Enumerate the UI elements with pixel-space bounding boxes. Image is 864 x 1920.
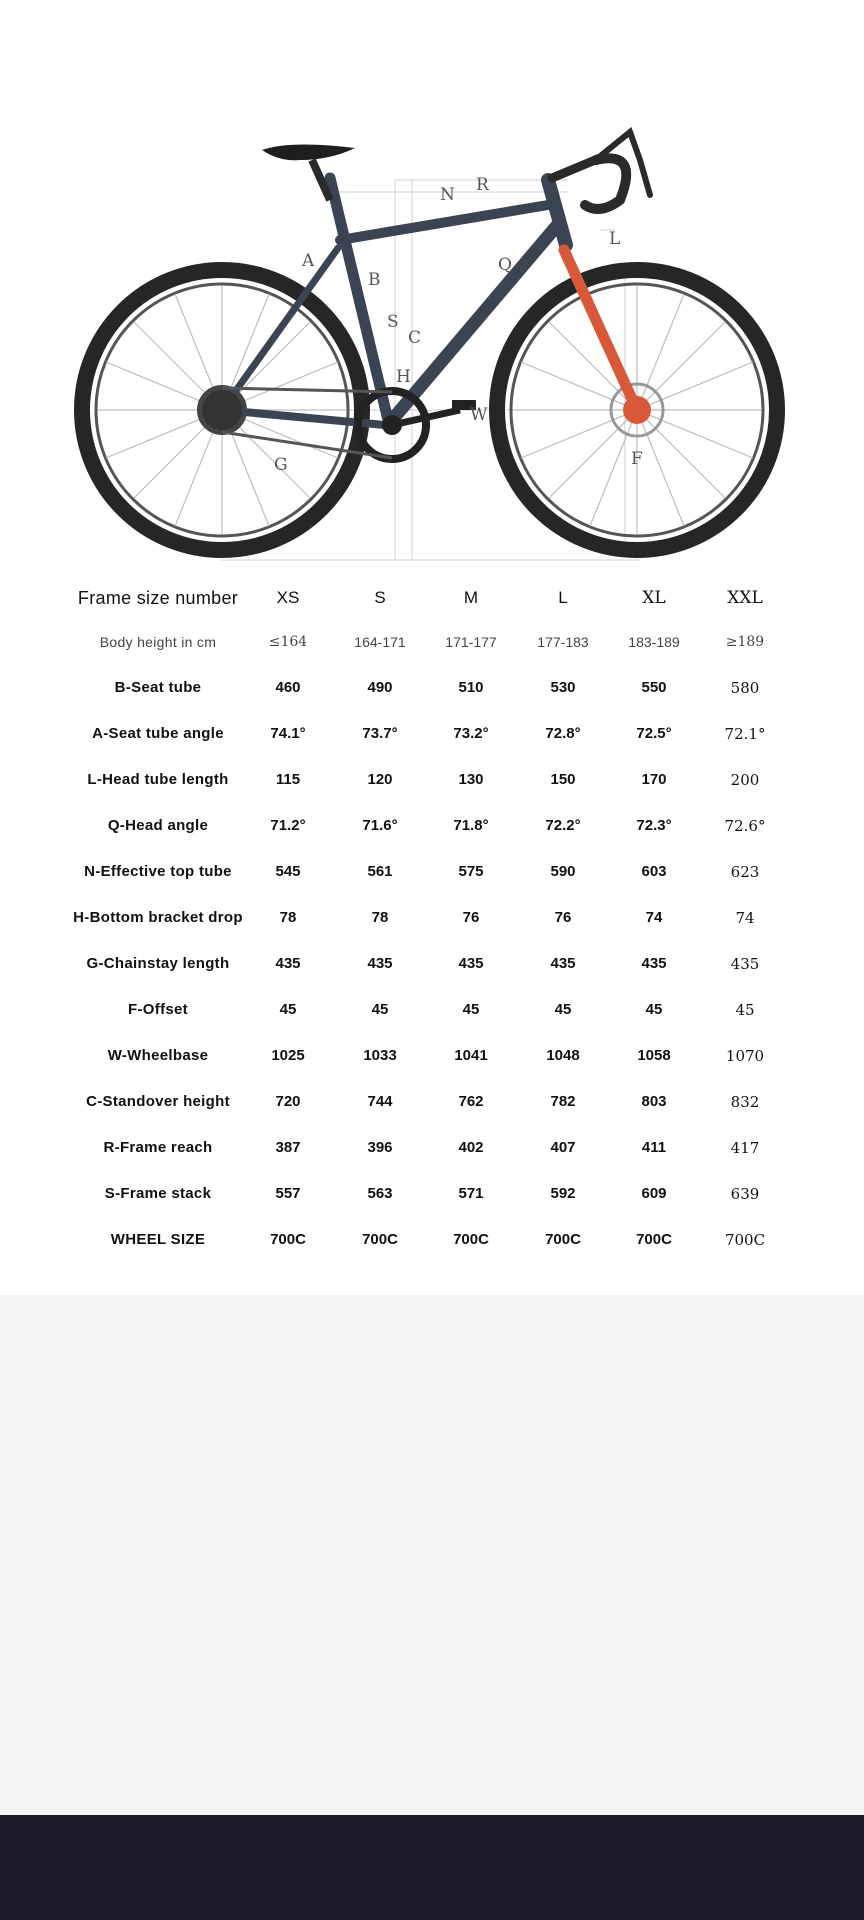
- row-value: 762: [458, 1093, 484, 1110]
- row-value: 490: [367, 679, 393, 696]
- row-value: ≥189: [725, 634, 765, 650]
- footer-bar: [0, 1815, 864, 1920]
- row-label: Q-Head angle: [107, 817, 209, 834]
- row-label: N-Effective top tube: [84, 863, 232, 880]
- marker-c: C: [408, 328, 422, 348]
- table-row: [0, 1036, 864, 1076]
- row-value: 545: [275, 863, 301, 880]
- row-value: 73.7°: [362, 725, 398, 742]
- row-value: 557: [275, 1185, 301, 1202]
- row-value: 580: [730, 679, 760, 697]
- row-value: 177-183: [537, 634, 589, 650]
- row-value: 71.6°: [362, 817, 398, 834]
- row-value: 45: [554, 1001, 572, 1018]
- row-value: 435: [458, 955, 484, 972]
- saddle: [262, 144, 355, 160]
- row-value: 700C: [636, 1231, 672, 1248]
- row-value: 603: [641, 863, 667, 880]
- marker-f: F: [631, 449, 643, 469]
- table-row: [0, 1082, 864, 1122]
- row-value: 623: [730, 863, 760, 881]
- row-value: 803: [641, 1093, 667, 1110]
- row-value: 45: [645, 1001, 663, 1018]
- size-xs: XS: [276, 588, 300, 607]
- row-value: 700C: [362, 1231, 398, 1248]
- row-label: A-Seat tube angle: [92, 725, 224, 742]
- row-value: 71.8°: [453, 817, 489, 834]
- table-row: [0, 760, 864, 800]
- row-label: B-Seat tube: [114, 679, 202, 696]
- row-value: 435: [730, 955, 760, 973]
- row-value: 74: [735, 909, 755, 927]
- row-value: 1048: [546, 1047, 580, 1064]
- row-value: 1041: [454, 1047, 488, 1064]
- header-row: [0, 578, 864, 618]
- row-value: 76: [554, 909, 572, 926]
- row-value: 72.8°: [545, 725, 581, 742]
- row-value: 171-177: [445, 634, 497, 650]
- row-value: 435: [641, 955, 667, 972]
- row-value: 71.2°: [270, 817, 306, 834]
- marker-r: R: [476, 175, 489, 195]
- table-row: [0, 990, 864, 1030]
- size-xxl: XXL: [727, 588, 763, 608]
- row-value: 1070: [725, 1047, 765, 1065]
- row-label: H-Bottom bracket drop: [73, 909, 243, 926]
- row-value: 45: [371, 1001, 389, 1018]
- row-label: R-Frame reach: [103, 1139, 213, 1156]
- row-label: WHEEL SIZE: [110, 1231, 206, 1248]
- table-row: [0, 1174, 864, 1214]
- row-value: 76: [462, 909, 480, 926]
- row-value: 115: [275, 771, 301, 788]
- row-label: G-Chainstay length: [86, 955, 230, 972]
- row-label: S-Frame stack: [104, 1185, 212, 1202]
- row-value: 550: [641, 679, 667, 696]
- row-value: 130: [458, 771, 484, 788]
- row-value: 460: [275, 679, 301, 696]
- marker-n: N: [440, 185, 455, 205]
- marker-h: H: [396, 367, 411, 387]
- size-l: L: [558, 588, 568, 607]
- table-row: [0, 622, 864, 662]
- marker-q: Q: [498, 255, 512, 275]
- marker-b: B: [368, 270, 381, 290]
- row-value: 700C: [270, 1231, 306, 1248]
- row-value: 1058: [637, 1047, 671, 1064]
- row-value: 164-171: [354, 634, 406, 650]
- marker-w: W: [470, 405, 488, 425]
- row-value: 45: [462, 1001, 480, 1018]
- row-value: 1025: [271, 1047, 305, 1064]
- table-row: [0, 806, 864, 846]
- handlebar: [552, 132, 650, 209]
- table-row: [0, 668, 864, 708]
- row-value: 120: [367, 771, 393, 788]
- row-value: 73.2°: [453, 725, 489, 742]
- table-row: [0, 1220, 864, 1260]
- row-value: 832: [730, 1093, 760, 1111]
- row-value: 45: [279, 1001, 297, 1018]
- row-value: 744: [367, 1093, 393, 1110]
- row-value: 72.3°: [636, 817, 672, 834]
- row-label: C-Standover height: [86, 1093, 230, 1110]
- row-value: 782: [550, 1093, 576, 1110]
- row-value: 590: [550, 863, 576, 880]
- row-value: 1033: [363, 1047, 397, 1064]
- row-value: 563: [367, 1185, 393, 1202]
- row-value: 435: [550, 955, 576, 972]
- row-value: 72.6°: [724, 817, 766, 835]
- size-xl: XL: [642, 588, 666, 608]
- row-value: ≤164: [268, 634, 308, 650]
- row-value: 396: [367, 1139, 393, 1156]
- row-value: 575: [458, 863, 484, 880]
- row-value: 435: [367, 955, 393, 972]
- table-row: [0, 944, 864, 984]
- row-value: 200: [730, 771, 760, 789]
- row-value: 530: [550, 679, 576, 696]
- size-s: S: [374, 588, 386, 607]
- row-value: 700C: [545, 1231, 581, 1248]
- row-value: 417: [730, 1139, 760, 1157]
- marker-g: G: [274, 455, 288, 475]
- row-value: 387: [275, 1139, 301, 1156]
- row-value: 72.5°: [636, 725, 672, 742]
- bike-geometry-diagram: [0, 0, 864, 570]
- table-row: [0, 714, 864, 754]
- header-label: Frame size number: [77, 588, 239, 608]
- row-value: 402: [458, 1139, 484, 1156]
- row-value: 74: [645, 909, 663, 926]
- row-value: 183-189: [628, 634, 680, 650]
- table-row: [0, 898, 864, 938]
- row-value: 510: [458, 679, 484, 696]
- row-value: 700C: [724, 1231, 766, 1249]
- row-value: 571: [458, 1185, 484, 1202]
- row-value: 72.1°: [724, 725, 766, 743]
- row-value: 435: [275, 955, 301, 972]
- row-value: 72.2°: [545, 817, 581, 834]
- row-value: 561: [367, 863, 393, 880]
- row-value: 411: [641, 1139, 667, 1156]
- row-value: 170: [641, 771, 667, 788]
- row-value: 74.1°: [270, 725, 306, 742]
- row-value: 407: [550, 1139, 576, 1156]
- marker-s: S: [387, 312, 399, 332]
- row-value: 45: [735, 1001, 755, 1019]
- row-value: 700C: [453, 1231, 489, 1248]
- row-label: L-Head tube length: [87, 771, 229, 788]
- table-row: [0, 1128, 864, 1168]
- row-label: F-Offset: [128, 1001, 188, 1018]
- size-m: M: [463, 588, 479, 607]
- row-value: 592: [550, 1185, 576, 1202]
- row-value: 639: [730, 1185, 760, 1203]
- row-label: Body height in cm: [99, 634, 217, 650]
- row-value: 150: [550, 771, 576, 788]
- marker-l: L: [609, 229, 621, 249]
- row-label: W-Wheelbase: [107, 1047, 209, 1064]
- row-value: 78: [279, 909, 297, 926]
- row-value: 720: [275, 1093, 301, 1110]
- marker-a: A: [302, 251, 315, 271]
- row-value: 78: [371, 909, 389, 926]
- table-row: [0, 852, 864, 892]
- row-value: 609: [641, 1185, 667, 1202]
